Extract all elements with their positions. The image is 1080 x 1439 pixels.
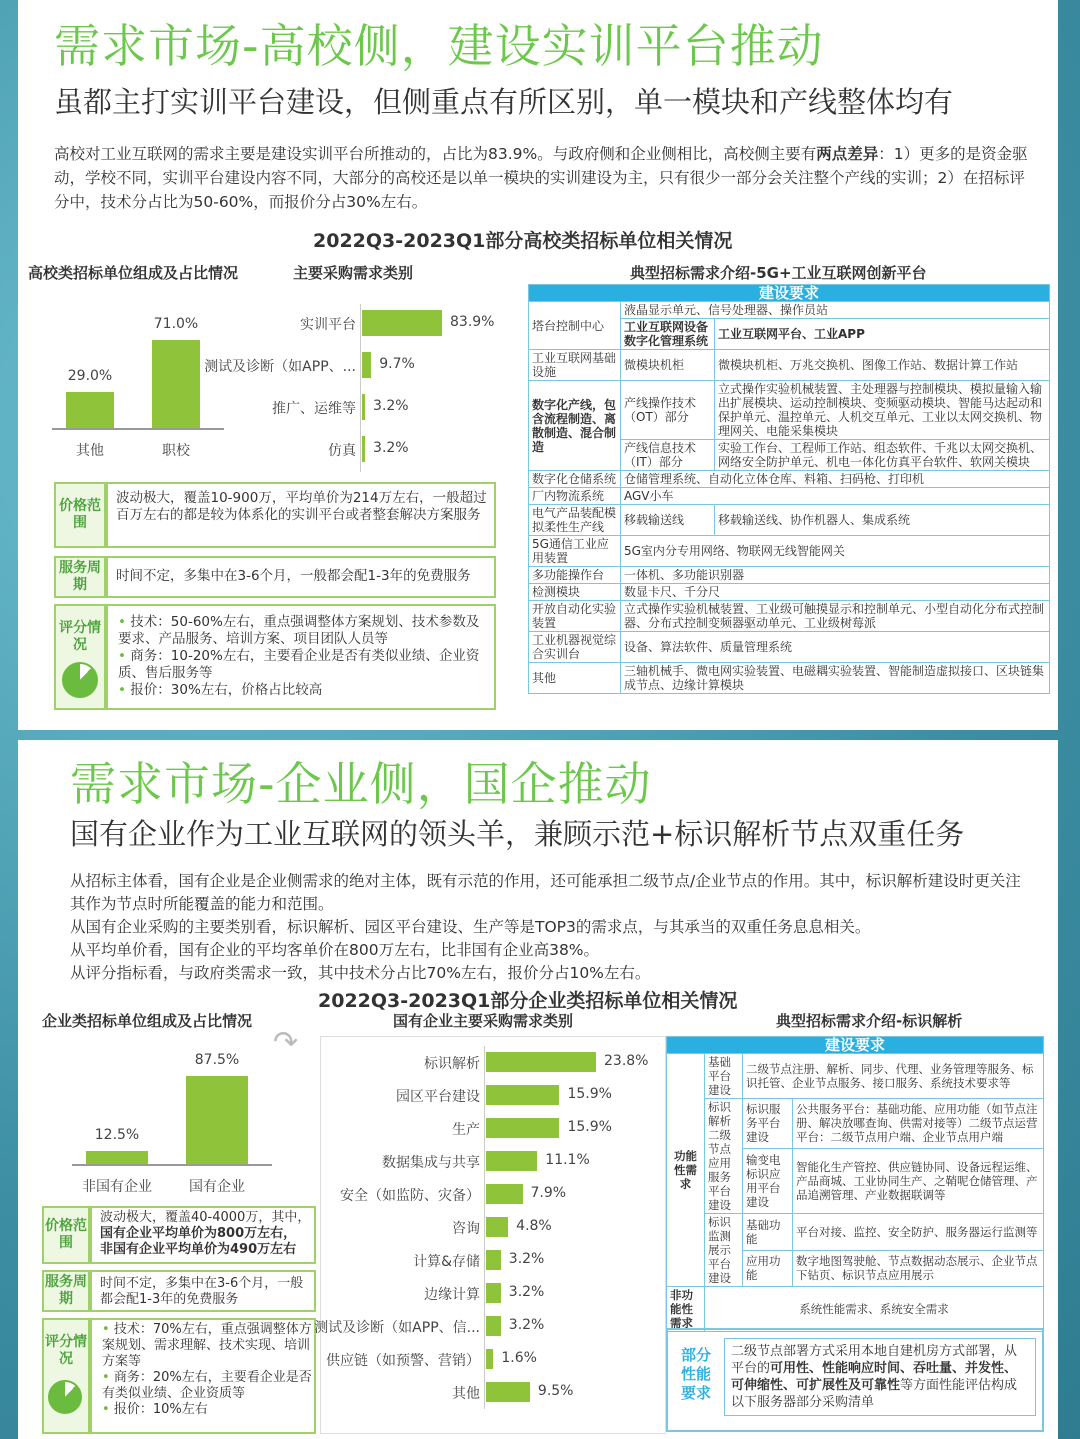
category-label: 非国有企业 xyxy=(82,1179,152,1195)
table-row: 功能性需求 基础平台建设 二级节点注册、解析、同步、代理、业务管理等服务、标识托管、企业节点服务、接口服务、系统技术要求等 xyxy=(667,1054,1044,1099)
data-label: 12.5% xyxy=(94,1127,140,1144)
data-label: 3.2% xyxy=(373,398,409,414)
x-axis xyxy=(72,1164,272,1166)
bar xyxy=(486,1118,559,1138)
bar xyxy=(486,1382,530,1402)
category-label: 供应链（如预警、营销） xyxy=(326,1353,480,1369)
table-row: 产线信息技术（IT）部分 实验工作台、工程师工作站、组态软件、千兆以太网交换机、网络安全防护单元、机电一体化仿真平台软件、软网关模块 xyxy=(529,440,1050,471)
table-row: 塔台控制中心 液晶显示单元、信号处理器、操作员站 xyxy=(529,302,1050,319)
table-row: 非功能性需求 系统性能需求、系统安全需求 xyxy=(667,1287,1044,1332)
category-label: 国有企业 xyxy=(189,1179,245,1195)
section2-left-title: 企业类招标单位组成及占比情况 xyxy=(42,1012,253,1030)
bar xyxy=(486,1349,493,1369)
paragraph-line: 从招标主体看，国有企业是企业侧需求的绝对主体，既有示范的作用，还可能承担二级节点/企业节点的作用。其中，标识解析建设时更关注其作为节点时所能覆盖的能力和范围。 xyxy=(70,872,1021,913)
eval-label: 评分情况 xyxy=(42,1318,90,1434)
bar xyxy=(486,1283,501,1303)
table-row: 标识监测展示平台建设 基础功能 平台对接、监控、安全防护、服务器运行监测等 xyxy=(667,1214,1044,1251)
table-row: 应用功能 数字地图驾驶舱、节点数据动态展示、企业节点下钻页、标识节点应用展示 xyxy=(667,1250,1044,1287)
price-range-text: 波动极大，覆盖10-900万，平均单价为214万左右，一般超过百万左右的都是较为体系化的实训平台或者整套解决方案服务 xyxy=(116,490,487,523)
table-row: 5G通信工业应用装置 5G室内分专用网络、物联网无线智能网关 xyxy=(529,536,1050,567)
section1-subtitle: 虽都主打实训平台建设，但侧重点有所区别，单一模块和产线整体均有 xyxy=(54,85,954,119)
price-range-label: 价格范围 xyxy=(42,1206,90,1264)
service-period-text: 时间不定，多集中在3-6个月，一般都会配1-3年的免费服务 xyxy=(116,568,471,584)
category-label: 职校 xyxy=(162,443,190,459)
bar xyxy=(362,352,371,378)
category-label: 其他 xyxy=(452,1386,480,1402)
table-row: 输变电标识应用平台建设 智能化生产管控、供应链协同、设备远程运维、产品商城、工业协同生产、之鞘呢仓储管理、产品追溯管理、产业数据联调等 xyxy=(667,1148,1044,1213)
table-row: 工业互联网基础设施 微模块机柜 微模块机柜、万兆交换机、图像工作站、数据计算工作站 xyxy=(529,350,1050,381)
data-label: 11.1% xyxy=(545,1152,590,1168)
eval-item: • 报价：10%左右 xyxy=(102,1402,312,1418)
section2-subtitle: 国有企业作为工业互联网的领头羊，兼顾示范+标识解析节点双重任务 xyxy=(70,817,965,851)
data-label: 7.9% xyxy=(530,1185,567,1201)
data-label: 71.0% xyxy=(153,316,199,332)
section1-mid-title: 主要采购需求类别 xyxy=(293,264,414,282)
category-label: 测试及诊断（如APP、... xyxy=(204,359,356,375)
section2-paragraphs xyxy=(70,870,1030,985)
section1-left-title: 高校类招标单位组成及占比情况 xyxy=(28,264,239,282)
bar xyxy=(486,1316,501,1336)
data-label: 87.5% xyxy=(194,1052,240,1068)
data-label: 29.0% xyxy=(67,368,113,385)
bar xyxy=(486,1052,596,1072)
y-axis xyxy=(360,304,361,472)
section2-mid-title: 国有企业主要采购需求类别 xyxy=(393,1012,574,1030)
bar xyxy=(186,1076,248,1164)
table-header: 建设要求 xyxy=(667,1037,1044,1054)
category-label: 仿真 xyxy=(328,443,356,459)
price-range-label: 价格范围 xyxy=(54,482,106,548)
bar xyxy=(486,1184,523,1204)
category-label: 实训平台 xyxy=(300,317,356,333)
section1-right-title: 典型招标需求介绍-5G+工业互联网创新平台 xyxy=(630,264,927,282)
section-enterprise xyxy=(18,740,1058,1439)
data-label: 15.9% xyxy=(567,1086,612,1102)
table-row: 工业互联网设备数字化管理系统 工业互联网平台、工业APP xyxy=(529,319,1050,350)
bar xyxy=(486,1085,559,1105)
section-university xyxy=(18,0,1058,730)
section2-chart-title: 2022Q3-2023Q1部分企业类招标单位相关情况 xyxy=(318,990,738,1012)
data-label: 3.2% xyxy=(508,1251,545,1267)
eval-item: • 报价：30%左右，价格占比较高 xyxy=(118,682,488,699)
table-row: 数字化仓储系统 仓储管理系统、自动化立体仓库、料箱、扫码枪、打印机 xyxy=(529,471,1050,488)
category-label: 标识解析 xyxy=(424,1056,480,1072)
x-axis xyxy=(52,428,224,430)
data-label: 9.5% xyxy=(537,1383,574,1399)
curved-arrow-icon: ↷ xyxy=(273,1025,299,1060)
requirements-table xyxy=(666,1036,1044,1332)
section2-right-title: 典型招标需求介绍-标识解析 xyxy=(776,1012,963,1030)
category-label: 数据集成与共享 xyxy=(382,1155,480,1171)
paragraph-line: 从平均单价看，国有企业的平均客单价在800万左右，比非国有企业高38%。 xyxy=(70,941,600,959)
section1-chart-title: 2022Q3-2023Q1部分高校类招标单位相关情况 xyxy=(313,230,733,252)
bar xyxy=(362,394,365,420)
service-period-label: 服务周期 xyxy=(54,556,106,598)
bar xyxy=(486,1151,537,1171)
data-label: 9.7% xyxy=(379,356,415,372)
data-label: 4.8% xyxy=(516,1218,552,1234)
category-label: 边缘计算 xyxy=(424,1287,480,1303)
performance-label: 部分性能要求 xyxy=(680,1346,711,1402)
section1-paragraph: 高校对工业互联网的需求主要是建设实训平台所推动的，占比为83.9%。与政府侧和企业侧相比，高校侧主要有两点差异：1）更多的是资金驱动，学校不同，实训平台建设内容不同，大部分的高校还是以单一模块的实训建设为主，只有很少一部分会关注整个产线的实训；2）在招标评分中，技术分占比为50-60%，而报价分占30%左右。 xyxy=(54,145,1028,211)
data-label: 15.9% xyxy=(567,1119,612,1135)
bar xyxy=(362,310,442,336)
y-axis xyxy=(484,1046,485,1409)
table-row: 其他 三轴机械手、微电网实验装置、电磁耦实验装置、智能制造虚拟接口、区块链集成节点、边缘计算模块 xyxy=(529,663,1050,694)
category-label: 测试及诊断（如APP、信... xyxy=(314,1320,480,1336)
bar xyxy=(362,436,365,462)
bar xyxy=(86,1151,148,1164)
pie-chart-icon xyxy=(62,662,98,698)
table-row: 电气产品装配模拟柔性生产线 移载输送线 移载输送线、协作机器人、集成系统 xyxy=(529,505,1050,536)
eval-item: • 技术：70%左右，重点强调整体方案规划、需求理解、技术实现、培训方案等 xyxy=(102,1322,312,1370)
paragraph-line: 从评分指标看，与政府类需求一致，其中技术分占比70%左右，报价分占10%左右。 xyxy=(70,964,651,982)
table-row: 多功能操作台 一体机、多功能识别器 xyxy=(529,567,1050,584)
price-range-text: 波动极大，覆盖40-4000万，其中， 国有企业平均单价为800万左右， 非国有企业平均单价为490万左右 xyxy=(100,1210,311,1257)
data-label: 1.6% xyxy=(501,1350,537,1366)
category-label: 其他 xyxy=(76,443,104,459)
eval-list xyxy=(118,614,488,699)
data-label: 83.9% xyxy=(450,314,495,330)
data-label: 3.2% xyxy=(508,1284,545,1300)
table-row: 开放自动化实验装置 立式操作实验机械装置、工业级可触摸显示和控制单元、小型自动化分布式控制器、分布式控制变频器驱动单元、工业级树莓派 xyxy=(529,601,1050,632)
category-label: 咨询 xyxy=(452,1221,480,1237)
table-header: 建设要求 xyxy=(529,285,1050,302)
paragraph-line: 从国有企业采购的主要类别看，标识解析、园区平台建设、生产等是TOP3的需求点，与其承当的双重任务息息相关。 xyxy=(70,918,871,936)
bar xyxy=(486,1217,508,1237)
pie-chart-icon xyxy=(48,1380,82,1414)
service-period-text: 时间不定，多集中在3-6个月，一般都会配1-3年的免费服务 xyxy=(100,1276,304,1307)
bar xyxy=(486,1250,501,1270)
data-label: 23.8% xyxy=(604,1053,649,1069)
eval-label: 评分情况 xyxy=(54,604,106,710)
category-label: 安全（如监防、灾备） xyxy=(340,1188,480,1204)
data-label: 3.2% xyxy=(508,1317,545,1333)
eval-item: • 技术：50-60%左右，重点强调整体方案规划、技术参数及要求、产品服务、培训方案、项目团队人员等 xyxy=(118,614,488,648)
service-period-label: 服务周期 xyxy=(42,1270,90,1312)
bar xyxy=(66,392,114,428)
requirements-table xyxy=(528,284,1050,694)
table-row: 检测模块 数显卡尺、千分尺 xyxy=(529,584,1050,601)
table-row: 标识解析二级节点应用服务平台建设 标识服务平台建设 公共服务平台：基础功能、应用功能（如节点注册、解决放哪查询、供需对接等）二级节点运营平台：二级节点用户端、企业节点用户端 xyxy=(667,1099,1044,1149)
section1-title: 需求市场-高校侧，建设实训平台推动 xyxy=(54,19,824,73)
performance-text: 二级节点部署方式采用本地自建机房方式部署，从平台的可用性、性能响应时间、吞吐量、并发性、可伸缩性、可扩展性及可靠性等方面性能评估构成以下服务器部分采购清单 xyxy=(724,1338,1036,1416)
eval-item: • 商务：10-20%左右，主要看企业是否有类似业绩、企业资质、售后服务等 xyxy=(118,648,488,682)
category-label: 生产 xyxy=(452,1122,480,1138)
table-row: 厂内物流系统 AGV小车 xyxy=(529,488,1050,505)
section2-title: 需求市场-企业侧，国企推动 xyxy=(70,757,652,811)
table-row: 工业机器视觉综合实训台 设备、算法软件、质量管理系统 xyxy=(529,632,1050,663)
category-label: 推广、运维等 xyxy=(272,401,356,417)
table-row: 数字化产线，包含流程制造、离散制造、混合制造 产线操作技术（OT）部分 立式操作实验机械装置、主处理器与控制模块、模拟量输入输出扩展模块、运动控制模块、变频驱动模块、智能马达起动和保护单元、温控单元、人机交互单元、工业以太网交换机、物理网关、电能采集模块 xyxy=(529,381,1050,440)
data-label: 3.2% xyxy=(373,440,409,456)
category-label: 园区平台建设 xyxy=(396,1089,480,1105)
category-label: 计算&存储 xyxy=(413,1254,480,1270)
eval-item: • 商务：20%左右，主要看企业是否有类似业绩、企业资质等 xyxy=(102,1370,312,1402)
